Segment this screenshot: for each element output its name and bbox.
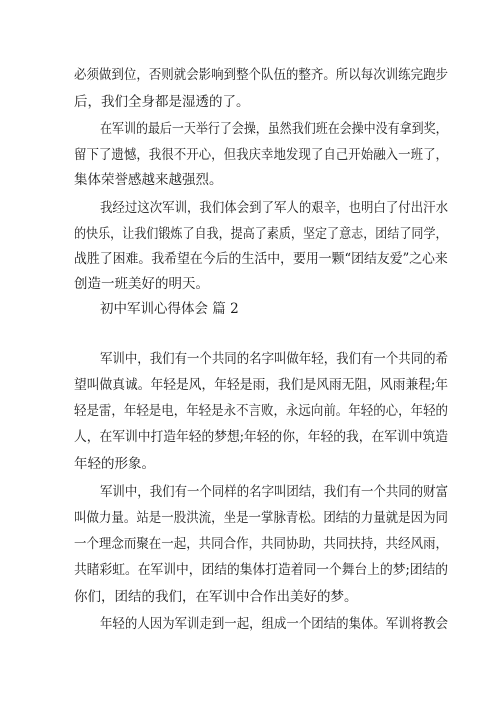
paragraph-line: 创造一班美好的明天。	[74, 276, 209, 292]
paragraph-line: 军训中，我们有一个共同的名字叫做年轻，我们有一个共同的希	[100, 351, 448, 367]
paragraph-line: 的快乐，让我们锻炼了自我，提高了素质，坚定了意志，团结了同学，	[74, 226, 448, 242]
paragraph-line: 集体荣誉感越来越强烈。	[74, 172, 223, 188]
paragraph-line: 共睹彩虹。在军训中，团结的集体打造着同一个舞台上的梦;团结的	[74, 562, 449, 578]
paragraph-line: 人，在军训中打造年轻的梦想;年轻的你，年轻的我，在军训中筑造	[74, 429, 449, 445]
paragraph-line: 军训中，我们有一个同样的名字叫团结，我们有一个共同的财富	[100, 484, 448, 500]
paragraph-line: 年轻的形象。	[74, 456, 155, 472]
paragraph-line: 望叫做真诚。年轻是风，年轻是雨，我们是风雨无阻，风雨兼程;年	[74, 377, 449, 393]
paragraph-line: 战胜了困难。我希望在今后的生活中，要用一颗“团结友爱”之心来	[74, 251, 448, 267]
paragraph-line: 在军训的最后一天举行了会操，虽然我们班在会操中没有拿到奖，	[100, 121, 448, 137]
paragraph-line: 一个理念而聚在一起，共同合作，共同协助，共同扶持，共经风雨，	[74, 536, 448, 552]
paragraph-line: 你们，团结的我们，在军训中合作出美好的梦。	[74, 589, 358, 605]
paragraph-line: 叫做力量。站是一股洪流，坐是一掌脉青松。团结的力量就是因为同	[74, 510, 448, 526]
paragraph-line: 留下了遗憾，我很不开心，但我庆幸地发现了自己开始融入一班了，	[74, 147, 448, 163]
section-heading: 初中军训心得体会 篇 2	[100, 301, 239, 317]
paragraph-line: 后，我们全身都是湿透的了。	[74, 94, 250, 110]
paragraph-line: 我经过这次军训，我们体会到了军人的艰辛，也明白了付出汗水	[100, 200, 448, 216]
paragraph-line: 年轻的人因为军训走到一起，组成一个团结的集体。军训将教会	[100, 616, 448, 632]
paragraph-line: 必须做到位，否则就会影响到整个队伍的整齐。所以每次训练完跑步	[74, 67, 448, 83]
paragraph-line: 轻是雷，年轻是电，年轻是永不言败，永远向前。年轻的心，年轻的	[74, 403, 448, 419]
